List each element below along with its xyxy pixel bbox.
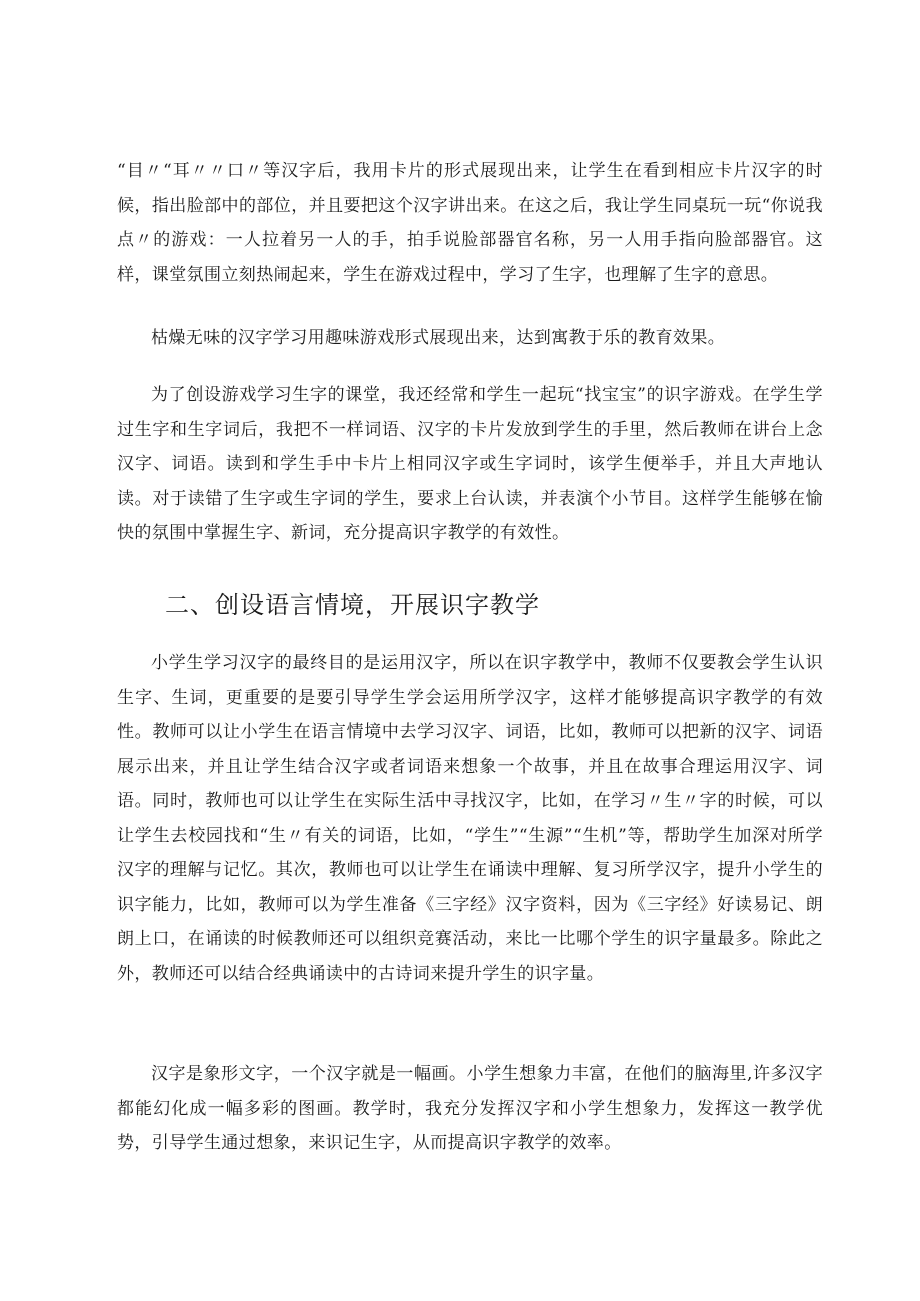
paragraph-language-context: 小学生学习汉字的最终目的是运用汉字，所以在识字教学中，教师不仅要教会学生认识生字、生词，更重要的是要引导学生学会运用所学汉字，这样才能够提高识字教学的有效性。教师可以让小学生在语言情境中去学习汉字、词语，比如，教师可以把新的汉字、词语展示出来，并且让学生结合汉字或者词语来想象一个故事，并且在故事合理运用汉字、词语。同时，教师也可以让学生在实际生活中寻找汉字，比如，在学习〃生〃字的时候，可以让学生去校园找和“生〃有关的词语，比如，“学生”“生源”“生机”等，帮助学生加深对所学汉字的理解与记忆。其次，教师也可以让学生在诵读中理解、复习所学汉字，提升小学生的识字能力，比如，教师可以为学生准备《三字经》汉字资料，因为《三字经》好读易记、朗朗上口，在诵读的时候教师还可以组织竞赛活动，来比一比哪个学生的识字量最多。除此之外，教师还可以结合经典诵读中的古诗词来提升学生的识字量。 [117,653,823,984]
paragraph-face-card-game: “目〃“耳〃〃口〃等汉字后，我用卡片的形式展现出来，让学生在看到相应卡片汉字的时候，指出脸部中的部位，并且要把这个汉字讲出来。在这之后，我让学生同桌玩一玩“你说我点〃的游戏：一人拉着另一人的手，拍手说脸部器官名称，另一人用手指向脸部器官。这样，课堂氛围立刻热闹起来，学生在游戏过程中，学习了生字，也理解了生字的意思。 [117,161,823,285]
paragraph-pictographic: 汉字是象形文字，一个汉字就是一幅画。小学生想象力丰富，在他们的脑海里,许多汉字都能幻化成一幅多彩的图画。教学时，我充分发挥汉字和小学生想象力，发挥这一教学优势，引导学生通过想象，来识记生字，从而提高识字教学的效率。 [117,1064,823,1153]
section-heading: 二、创设语言情境，开展识字教学 [165,591,540,619]
paragraph-game-summary: 枯燥无味的汉字学习用趣味游戏形式展现出来，达到寓教于乐的教育效果。 [151,328,726,348]
paragraph-find-treasure-game: 为了创设游戏学习生字的课堂，我还经常和学生一起玩“找宝宝”的识字游戏。在学生学过生字和生字词后，我把不一样词语、汉字的卡片发放到学生的手里，然后教师在讲台上念汉字、词语。读到和学生手中卡片上相同汉字或生字词时，该学生便举手，并且大声地认读。对于读错了生字或生字词的学生，要求上台认读，并表演个小节目。这样学生能够在愉快的氛围中掌握生字、新词，充分提高识字教学的有效性。 [117,385,823,543]
